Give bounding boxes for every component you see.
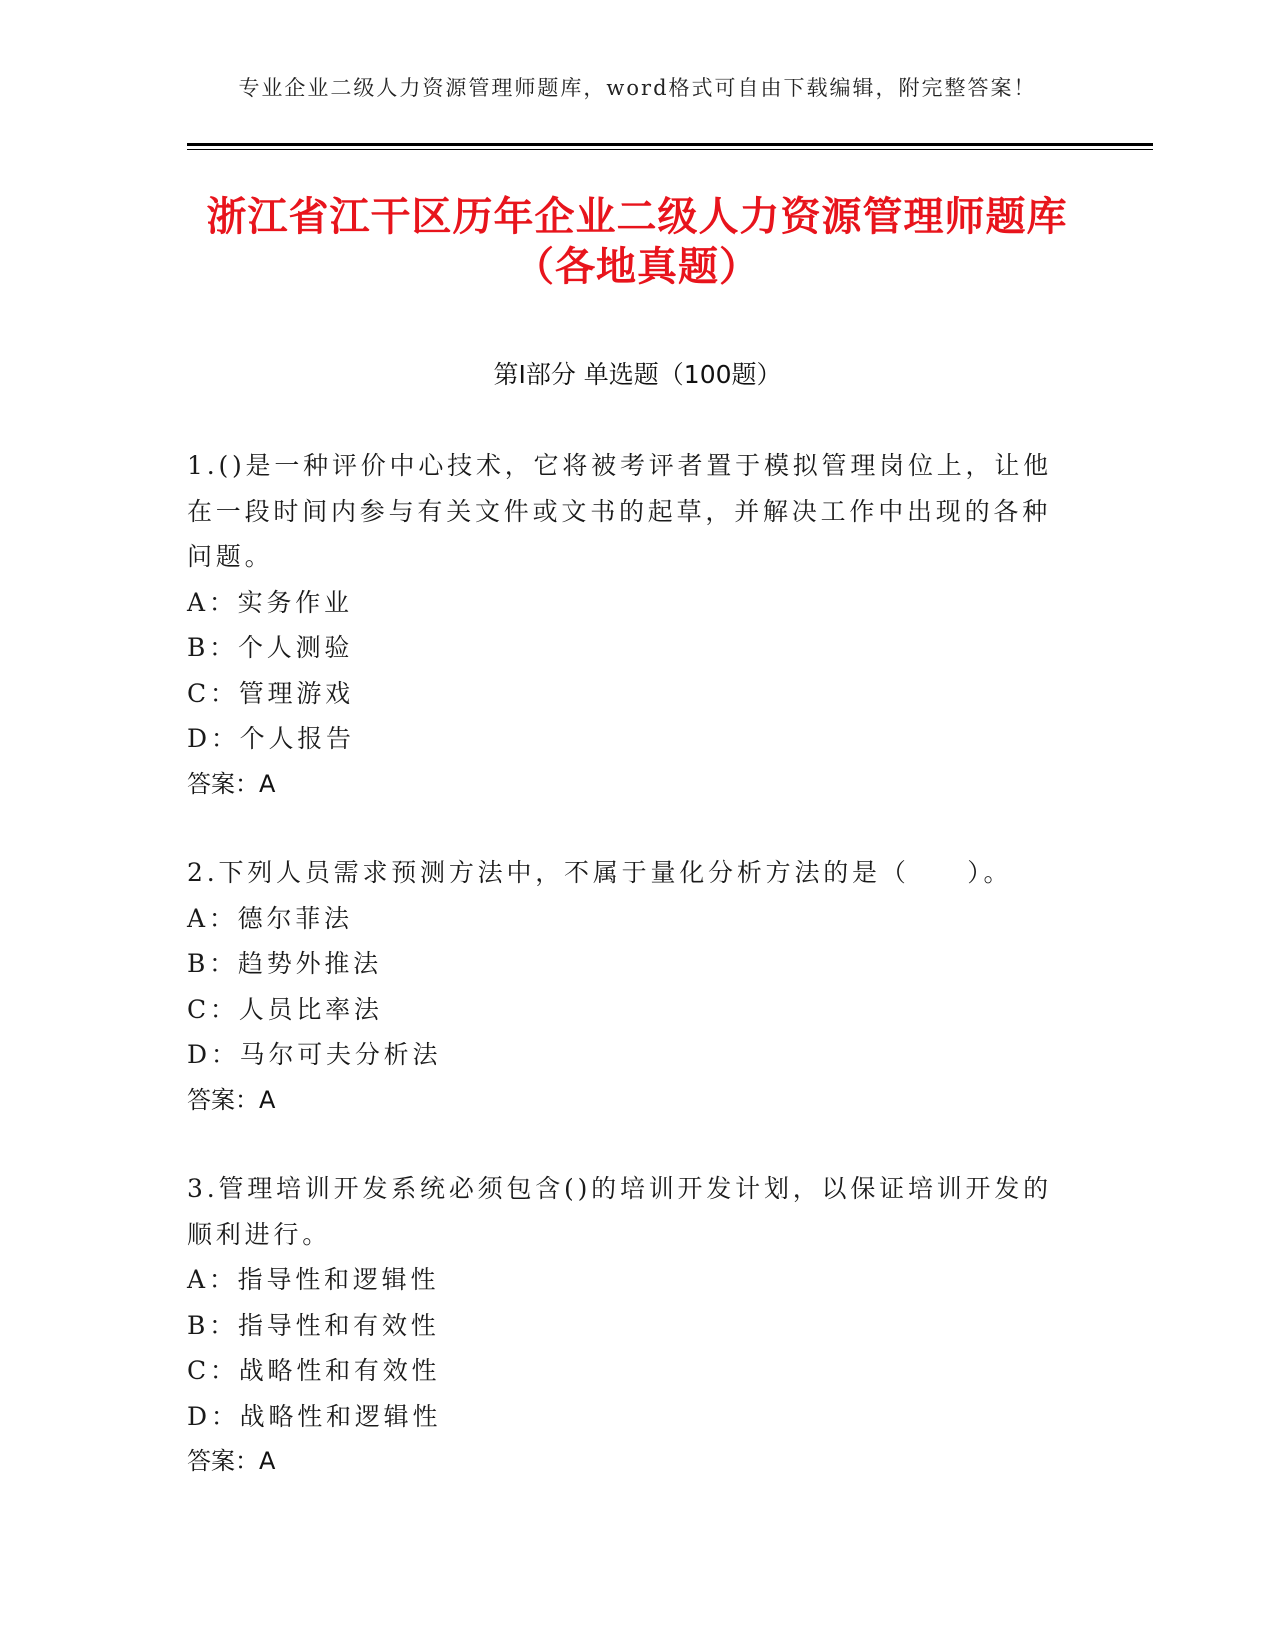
question-stem: 2.下列人员需求预测方法中，不属于量化分析方法的是（ ）。: [187, 858, 1013, 887]
option-b: B：指导性和有效性: [187, 1310, 440, 1340]
option-c: C：战略性和有效性: [187, 1356, 441, 1385]
document-title: 浙江省江干区历年企业二级人力资源管理师题库（各地真题）: [206, 194, 1068, 290]
question-1: [187, 443, 1067, 807]
question-stem: 3.管理培训开发系统必须包含()的培训开发计划，以保证培训开发的顺利进行。: [187, 1174, 1052, 1249]
answer: 答案：A: [187, 769, 276, 798]
option-c: C：管理游戏: [187, 678, 354, 708]
option-d: D：个人报告: [187, 724, 355, 753]
option-b: B：个人测验: [187, 633, 354, 662]
section-title: 第I部分 单选题（100题）: [493, 360, 782, 389]
question-stem: 1.()是一种评价中心技术，它将被考评者置于模拟管理岗位上，让他在一段时间内参与有关文件或文书的起草，并解决工作中出现的各种问题。: [187, 451, 1052, 571]
question-list: [187, 443, 1067, 1528]
page-header: 专业企业二级人力资源管理师题库，word格式可自由下载编辑，附完整答案！: [238, 76, 1037, 100]
option-c: C：人员比率法: [187, 994, 383, 1024]
option-d: D：马尔可夫分析法: [187, 1040, 442, 1069]
option-a: A：德尔菲法: [187, 903, 353, 933]
answer: 答案：A: [187, 1085, 276, 1114]
option-a: A：指导性和逻辑性: [187, 1265, 440, 1294]
header-rule-thick: [187, 143, 1153, 146]
option-a: A：实务作业: [187, 587, 353, 617]
question-3: [187, 1166, 1067, 1485]
option-d: D：战略性和逻辑性: [187, 1401, 442, 1431]
question-2: [187, 850, 1067, 1123]
header-rule-thin: [187, 149, 1153, 150]
option-b: B：趋势外推法: [187, 949, 382, 978]
answer: 答案：A: [187, 1447, 276, 1475]
